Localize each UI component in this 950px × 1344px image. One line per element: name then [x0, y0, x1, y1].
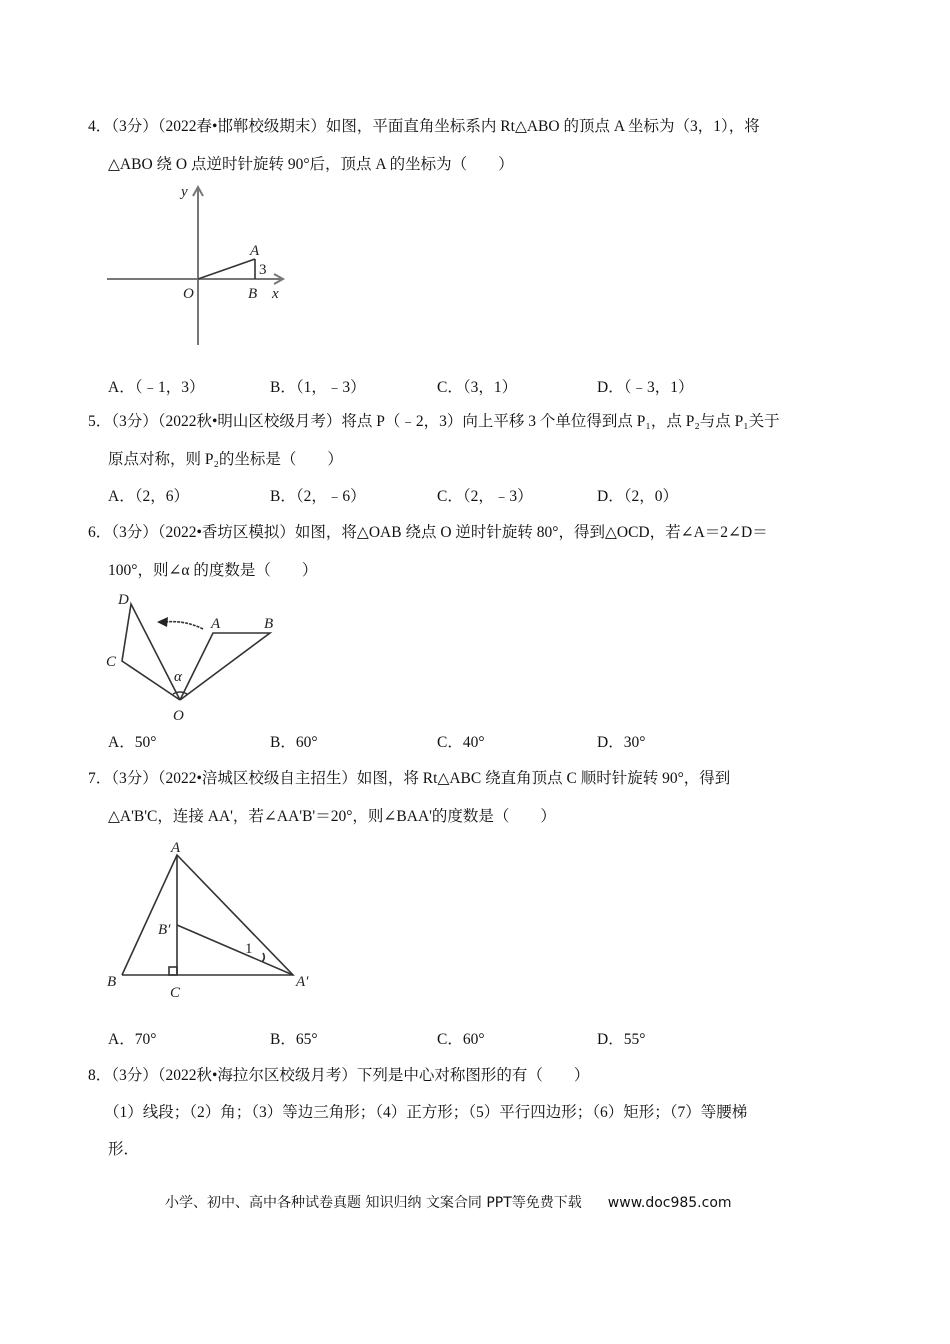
label-O: O	[183, 286, 194, 302]
q5-line2: 原点对称，则 P₂的坐标是（ ）	[108, 451, 343, 468]
q4-option-b[interactable]: B．（1，﹣3）	[270, 379, 366, 396]
footer	[165, 1192, 732, 1212]
q7-line1: 7．（3分）（2022•涪城区校级自主招生）如图，将 Rt△ABC 绕直角顶点 C 顺时针旋转 90°，得到	[88, 770, 731, 787]
q5-option-d[interactable]: D．（2，0）	[597, 488, 678, 505]
q7-option-a[interactable]: A．70°	[108, 1031, 157, 1048]
q4-option-d[interactable]: D．（﹣3，1）	[597, 379, 694, 396]
q5-option-c[interactable]: C．（2，﹣3）	[437, 488, 533, 505]
footer-url[interactable]: www.doc985.com	[607, 1195, 732, 1211]
q6-line1: 6．（3分）（2022•香坊区模拟）如图，将△OAB 绕点 O 逆时针旋转 80°，得到△OCD，若∠A＝2∠D＝	[88, 524, 768, 541]
label-A-prime: A′	[296, 974, 309, 990]
label-D: D	[118, 592, 129, 608]
label-B: B	[107, 974, 117, 990]
rotation-arrow-icon	[157, 617, 168, 627]
label-angle-1: 1	[245, 941, 253, 957]
q6-option-c[interactable]: C．40°	[437, 734, 485, 751]
label-A: A	[171, 840, 181, 856]
q6-figure	[122, 604, 270, 700]
q8-line2: （1）线段；（2）角；（3）等边三角形；（4）正方形；（5）平行四边形；（6）矩形；（7）等腰梯	[104, 1104, 748, 1121]
label-C: C	[170, 985, 181, 1001]
label-y: y	[181, 184, 188, 200]
label-C: C	[106, 654, 117, 670]
q7-option-c[interactable]: C．60°	[437, 1031, 485, 1048]
q8-line3: 形．	[108, 1141, 140, 1158]
label-B: B	[264, 616, 274, 632]
label-side: 3	[259, 262, 267, 278]
q4-option-c[interactable]: C．（3，1）	[437, 379, 518, 396]
q7-option-d[interactable]: D．55°	[597, 1031, 646, 1048]
label-A: A	[250, 243, 260, 259]
q6-line2: 100°，则∠α 的度数是（ ）	[108, 562, 318, 579]
q8-line1: 8．（3分）（2022秋•海拉尔区校级月考）下列是中心对称图形的有（ ）	[88, 1067, 590, 1084]
label-alpha: α	[174, 669, 182, 685]
q5-line1: 5．（3分）（2022秋•明山区校级月考）将点 P（﹣2，3）向上平移 3 个单位得到点 P₁，点 P₂与点 P₁关于	[88, 413, 780, 430]
label-B-prime: B′	[158, 922, 171, 938]
label-O: O	[173, 708, 184, 724]
q4-line1: 4．（3分）（2022春•邯郸校级期末）如图，平面直角坐标系内 Rt△ABO 的顶点 A 坐标为（3，1），将	[88, 118, 760, 135]
label-A: A	[211, 616, 221, 632]
q4-option-a[interactable]: A．（﹣1，3）	[108, 379, 205, 396]
segment-OA	[198, 259, 255, 279]
q7-figure	[122, 855, 293, 975]
q7-line2: △A'B'C，连接 AA'，若∠AA'B'＝20°，则∠BAA'的度数是（ ）	[108, 808, 556, 825]
q6-option-a[interactable]: A．50°	[108, 734, 157, 751]
q4-line2: △ABO 绕 O 点逆时针旋转 90°后，顶点 A 的坐标为（ ）	[108, 156, 514, 173]
q6-option-b[interactable]: B．60°	[270, 734, 318, 751]
q5-option-a[interactable]: A．（2，6）	[108, 488, 189, 505]
label-B: B	[248, 286, 258, 302]
q7-option-b[interactable]: B．65°	[270, 1031, 318, 1048]
footer-text: 小学、初中、高中各种试卷真题 知识归纳 文案合同 PPT等免费下载	[165, 1195, 582, 1211]
q6-option-d[interactable]: D．30°	[597, 734, 646, 751]
q5-option-b[interactable]: B．（2，﹣6）	[270, 488, 366, 505]
label-x: x	[272, 286, 279, 302]
